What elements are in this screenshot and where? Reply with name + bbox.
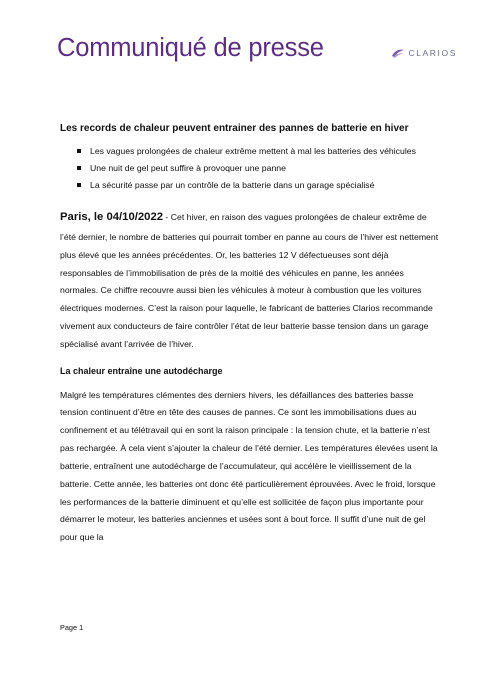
headline: Les records de chaleur peuvent entrainer des pannes de batterie en hiver xyxy=(60,123,409,134)
page-header xyxy=(57,34,467,74)
document-body xyxy=(60,122,440,559)
section-heading: La chaleur entraîne une autodécharge xyxy=(60,365,223,376)
list-item: Les vagues prolongées de chaleur extrême mettent à mal les batteries des véhicules xyxy=(60,143,440,160)
key-points-list xyxy=(60,143,440,195)
list-item: La sécurité passe par un contrôle de la batterie dans un garage spécialisé xyxy=(60,177,440,194)
clarios-swoosh-icon xyxy=(391,48,405,58)
intro-paragraph xyxy=(60,206,440,354)
logo-wordmark: CLARIOS xyxy=(408,48,457,58)
page-number: Page 1 xyxy=(60,623,84,632)
document-title: Communiqué de presse xyxy=(57,34,324,62)
section-paragraph: Malgré les températures clémentes des derniers hivers, les défaillances des batteries basse tension continuent d’être en tête des causes de pannes. Ce sont les immobilisations dues au confinement et au télétravail qui en sont la raison principale : la tension chute, et la batterie n’est pas rechargée. À cela vient s’ajouter la chaleur de l’été dernier. Les températures élevées usent la batterie, entraînent une autodécharge de l’accumulateur, qui accélère le vieillissement de la batterie. Cette année, les batteries ont donc été particulièrement éprouvées. Avec le froid, lorsque les performances de la batterie diminuent et qu’elle est sollicitée de façon plus importante pour démarrer le moteur, les batteries anciennes et usées sont à bout force. Il suffit d’une nuit de gel pour que la xyxy=(60,389,438,543)
dateline: Paris, le 04/10/2022 xyxy=(60,210,164,223)
intro-text: - Cet hiver, en raison des vagues prolongées de chaleur extrême de l’été dernier, le nombre de batteries qui pourrait tomber en panne au cours de l’hiver est nettement plus élevé que les années précédentes. Or, les batteries 12 V défectueuses sont déjà responsables de l’immobilisation de près de la moitié des véhicules en panne, les années normales. Ce chiffre recouvre aussi bien les véhicules à moteur à combustion que les voitures électriques modernes. C’est la raison pour laquelle, le fabricant de batteries Clarios recommande vivement aux conducteurs de faire contrôler l’état de leur batterie basse tension dans un garage spécialisé avant l’arrivée de l’hiver. xyxy=(60,211,439,349)
clarios-logo xyxy=(391,48,457,58)
list-item: Une nuit de gel peut suffire à provoquer une panne xyxy=(60,160,440,177)
